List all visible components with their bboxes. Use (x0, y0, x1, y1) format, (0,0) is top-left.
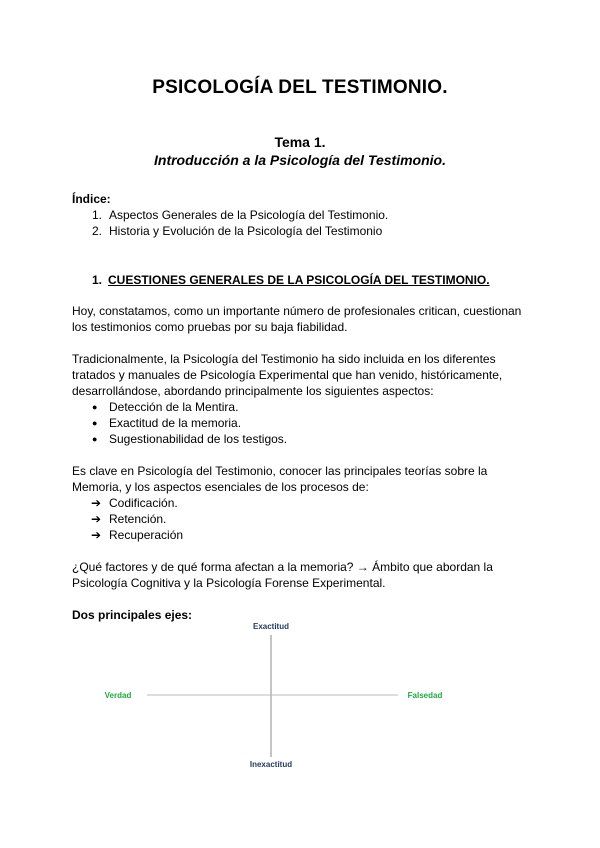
paragraph-4-line-1: ¿Qué factores y de qué forma afectan a la memoria? → Ámbito que abordan la (72, 560, 493, 574)
bullet-dot-icon: ● (92, 402, 98, 412)
document-subtitle: Introducción a la Psicología del Testimonio. (154, 152, 446, 168)
section-1-heading: CUESTIONES GENERALES DE LA PSICOLOGÍA DEL TESTIMONIO. (108, 273, 490, 287)
arrow-item-2: Retención. (109, 512, 167, 526)
arrow-item-1: Codificación. (109, 496, 178, 510)
bullet-item-2: Exactitud de la memoria. (109, 416, 242, 430)
paragraph-1-line-1: Hoy, constatamos, como un importante número de profesionales critican, cuestionan (72, 304, 522, 318)
bullet-dot-icon: ● (92, 418, 98, 428)
document-title: PSICOLOGÍA DEL TESTIMONIO. (152, 77, 448, 98)
bullet-item-1: Detección de la Mentira. (109, 400, 239, 414)
axis-label-verdad: Verdad (104, 691, 132, 700)
axes-heading: Dos principales ejes: (72, 608, 193, 622)
axis-label-inexactitud: Inexactitud (249, 760, 293, 769)
arrow-item-3: Recuperación (109, 528, 184, 542)
paragraph-1-line-2: los testimonios como pruebas por su baja fiabilidad. (72, 320, 348, 334)
index-item-2-number: 2. (92, 224, 103, 238)
index-item-2: Historia y Evolución de la Psicología del Testimonio (109, 224, 383, 238)
paragraph-2-line-2: tratados y manuales de Psicología Experimental que han venido, históricamente, (72, 368, 503, 382)
index-item-1: Aspectos Generales de la Psicología del Testimonio. (109, 208, 389, 222)
arrow-right-icon: ➔ (91, 496, 102, 510)
bullet-item-3: Sugestionabilidad de los testigos. (109, 432, 288, 446)
paragraph-3-line-2: Memoria, y los aspectos esenciales de los procesos de: (72, 480, 369, 494)
paragraph-2-line-3: desarrollándose, abordando principalmente los siguientes aspectos: (72, 384, 434, 398)
axis-label-falsedad: Falsedad (407, 691, 443, 700)
arrow-right-icon: ➔ (91, 528, 102, 542)
arrow-right-icon: ➔ (91, 512, 102, 526)
axes-diagram (80, 615, 460, 775)
bullet-dot-icon: ● (92, 434, 98, 444)
paragraph-3-line-1: Es clave en Psicología del Testimonio, conocer las principales teorías sobre la (72, 464, 488, 478)
index-heading: Índice: (72, 192, 111, 206)
paragraph-2-line-1: Tradicionalmente, la Psicología del Testimonio ha sido incluida en los diferentes (72, 352, 496, 366)
tema-label: Tema 1. (274, 134, 326, 150)
axis-label-exactitud: Exactitud (252, 622, 290, 631)
index-item-1-number: 1. (92, 208, 103, 222)
paragraph-4-line-2: Psicología Cognitiva y la Psicología Forense Experimental. (72, 576, 386, 590)
section-1-number: 1. (92, 273, 103, 287)
